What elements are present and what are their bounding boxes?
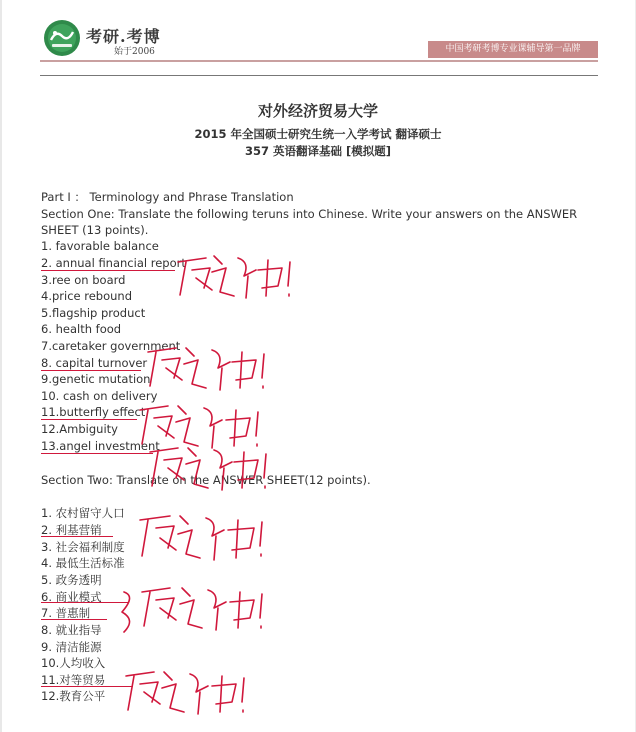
phrase-item-1: 1. 农村留守人口 <box>41 506 125 520</box>
underline-capital-turnover <box>41 370 141 371</box>
underline-business-model <box>41 602 129 603</box>
brand-name: 考研.考博 <box>86 27 161 46</box>
underline-counter-trade <box>41 686 133 687</box>
phrase-item-5: 5. 政务透明 <box>41 573 102 587</box>
section-two-instructions: Section Two: Translate on the ANSWER SHEET(12 points). <box>41 473 371 487</box>
phrase-item-10: 10.人均收入 <box>41 656 106 670</box>
phrase-item-8: 8. 就业指导 <box>41 623 102 637</box>
header-divider <box>40 75 598 76</box>
term-item-9: 9.genetic mutation <box>41 372 151 386</box>
term-item-4: 4.price rebound <box>41 289 133 303</box>
handwritten-note-1 <box>178 256 290 298</box>
section-one-instructions: Section One: Translate the following teruns into Chinese. Write your answers on the ANSWER SHEET (13 points). <box>41 207 578 237</box>
phrase-item-7: 7. 普惠制 <box>41 606 91 620</box>
term-item-2: 2. annual financial report <box>41 256 186 270</box>
term-item-8: 8. capital turnover <box>41 356 148 370</box>
underline-gsp <box>41 619 107 620</box>
term-item-11: 11.butterfly effect <box>41 405 146 419</box>
phrase-item-3: 3. 社会福利制度 <box>41 540 125 554</box>
handwritten-note-5 <box>140 516 262 560</box>
university-title: 对外经济贸易大学 <box>257 102 378 120</box>
underline-butterfly-effect <box>41 419 137 420</box>
underline-annual-financial-report <box>41 270 175 271</box>
term-item-1: 1. favorable balance <box>41 239 159 253</box>
term-item-6: 6. health food <box>41 322 122 336</box>
term-item-12: 12.Ambiguity <box>41 422 118 436</box>
logo-icon <box>42 18 82 58</box>
phrase-item-11: 11.对等贸易 <box>41 673 106 687</box>
slogan-banner: 中国考研考博专业课辅导第一品牌 <box>428 41 598 58</box>
phrase-item-2: 2. 利基营销 <box>41 523 102 537</box>
handwritten-note-6 <box>122 588 262 632</box>
brand-since: 始于2006 <box>114 47 155 57</box>
handwritten-note-7 <box>126 672 244 714</box>
subject-line: 357 英语翻译基础 [模拟题] <box>244 144 392 158</box>
term-item-10: 10. cash on delivery <box>41 389 158 403</box>
phrase-item-12: 12.教育公平 <box>41 689 106 703</box>
term-item-5: 5.flagship product <box>41 306 146 320</box>
exam-line: 2015 年全国硕士研究生统一入学考试 翻译硕士 <box>194 127 442 141</box>
underline-niche-marketing <box>41 536 113 537</box>
term-item-7: 7.caretaker government <box>41 339 181 353</box>
part-title: Part I ： Terminology and Phrase Translation <box>41 190 294 204</box>
handwritten-note-2 <box>148 348 264 390</box>
header-rule <box>40 60 598 62</box>
phrase-item-6: 6. 商业模式 <box>41 590 102 604</box>
phrase-item-9: 9. 清洁能源 <box>41 640 102 654</box>
phrase-item-4: 4. 最低生活标准 <box>41 556 125 570</box>
term-item-3: 3.ree on board <box>41 273 126 287</box>
term-item-13: 13.angel investment <box>41 439 160 453</box>
underline-angel-investment <box>41 453 153 454</box>
